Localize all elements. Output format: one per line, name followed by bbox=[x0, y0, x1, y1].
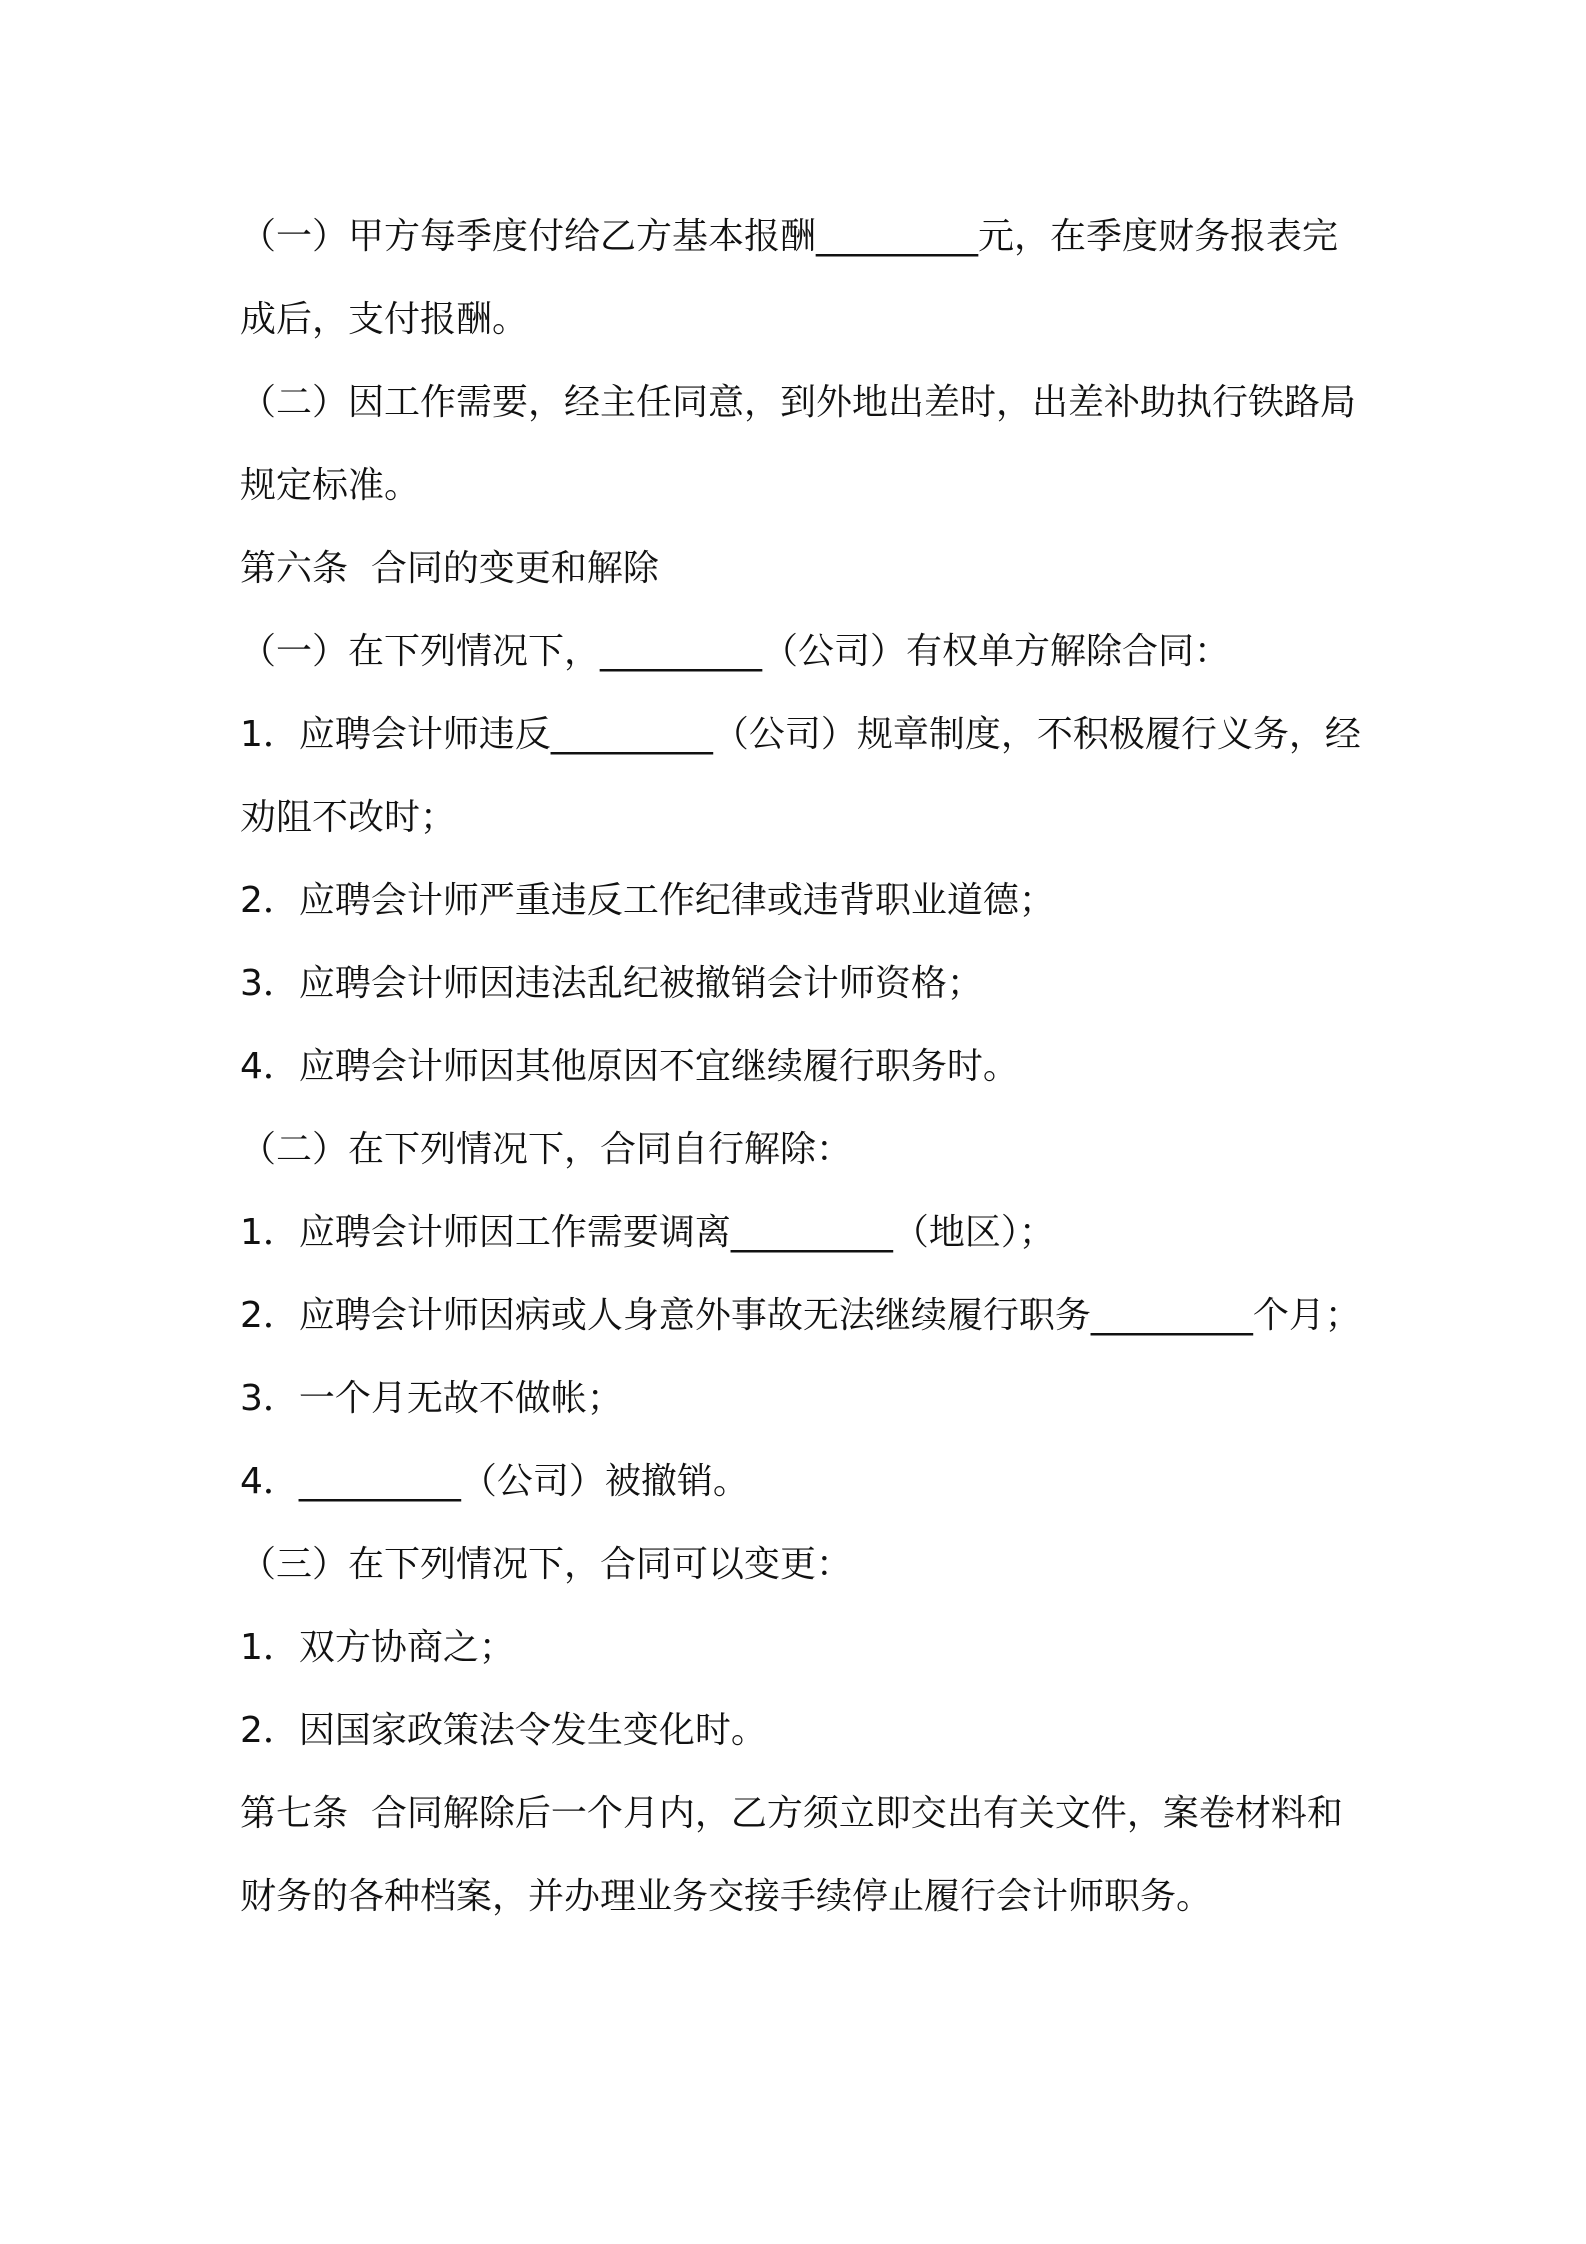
paragraph-automatic-termination: （二）在下列情况下，合同自行解除： bbox=[240, 1129, 853, 1170]
article-7-paragraph: 第七条 合同解除后一个月内，乙方须立即交出有关文件，案卷材料和财务的各种档案，并办理业务交接手续停止履行会计师职务。 bbox=[240, 1793, 1343, 1917]
paragraph-basic-remuneration: （一）甲方每季度付给乙方基本报酬_________元，在季度财务报表完成后，支付报酬。 bbox=[240, 216, 1339, 340]
list-item: 1．双方协商之； bbox=[240, 1627, 515, 1668]
document-body bbox=[240, 195, 1370, 1938]
list-item: 1．应聘会计师违反_________（公司）规章制度，不积极履行义务，经劝阻不改时； bbox=[240, 714, 1361, 838]
list-item: 2．应聘会计师因病或人身意外事故无法继续履行职务_________个月； bbox=[240, 1295, 1361, 1336]
list-item: 3．一个月无故不做帐； bbox=[240, 1378, 623, 1419]
list-item: 4．应聘会计师因其他原因不宜继续履行职务时。 bbox=[240, 1046, 1019, 1087]
paragraph-travel-allowance: （二）因工作需要，经主任同意，到外地出差时，出差补助执行铁路局规定标准。 bbox=[240, 382, 1357, 506]
list-item: 4．_________（公司）被撤销。 bbox=[240, 1461, 749, 1502]
article-6-heading: 第六条 合同的变更和解除 bbox=[240, 548, 659, 589]
list-item: 3．应聘会计师因违法乱纪被撤销会计师资格； bbox=[240, 963, 983, 1004]
paragraph-contract-change: （三）在下列情况下，合同可以变更： bbox=[240, 1544, 853, 1585]
list-item: 2．应聘会计师严重违反工作纪律或违背职业道德； bbox=[240, 880, 1055, 921]
list-item: 2．因国家政策法令发生变化时。 bbox=[240, 1710, 767, 1751]
list-item: 1．应聘会计师因工作需要调离_________（地区）； bbox=[240, 1212, 1055, 1253]
paragraph-unilateral-termination: （一）在下列情况下，_________（公司）有权单方解除合同： bbox=[240, 631, 1231, 672]
